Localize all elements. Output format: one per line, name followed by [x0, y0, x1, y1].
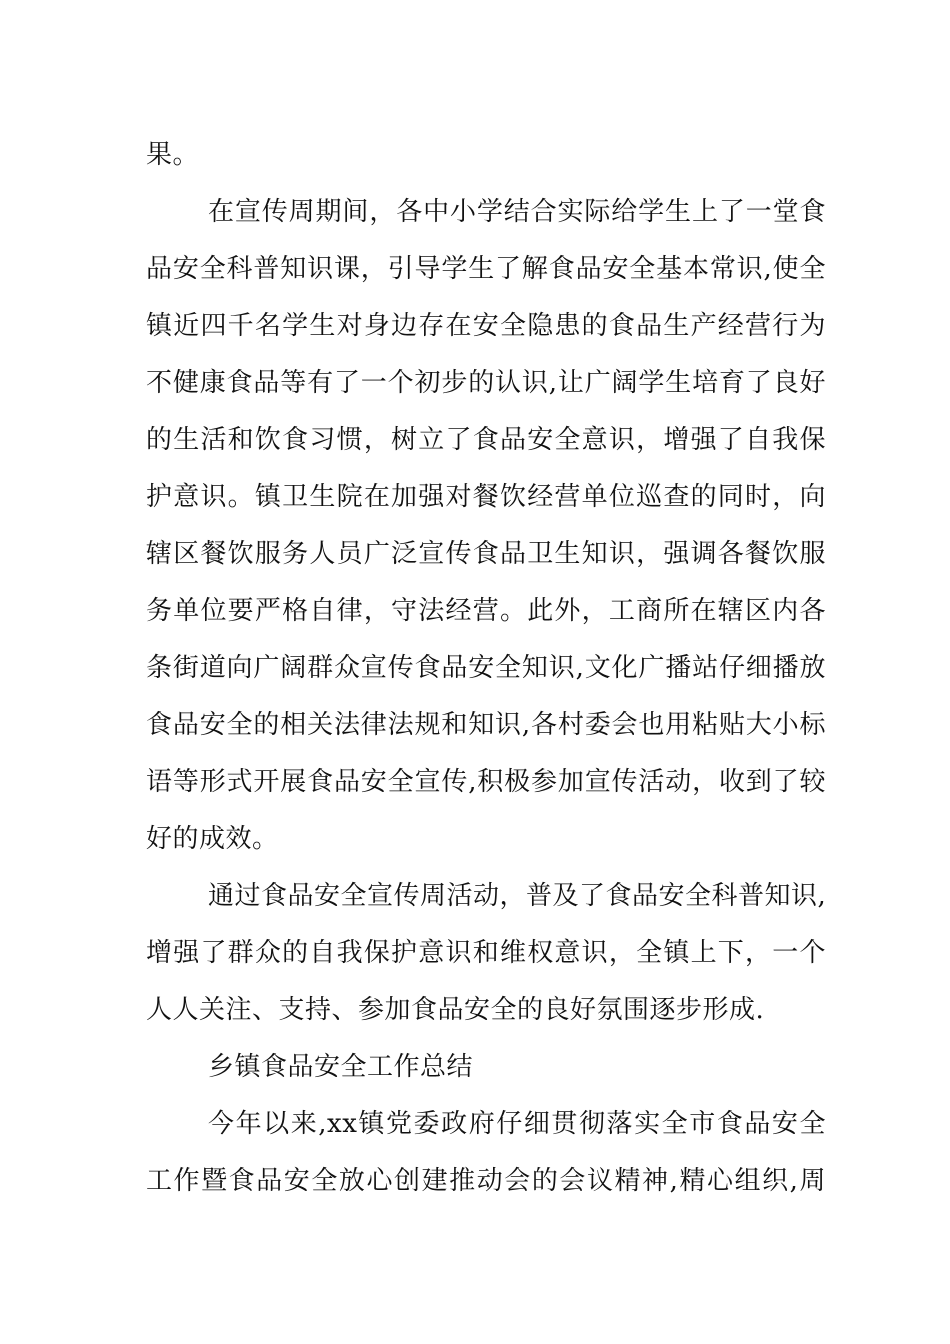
text-line: 务单位要严格自律，守法经营。此外，工商所在辖区内各 — [146, 596, 826, 626]
text-line: 工作暨食品安全放心创建推动会的会议精神,精心组织,周 — [146, 1166, 826, 1196]
text-line: 食品安全的相关法律法规和知识,各村委会也用粘贴大小标 — [146, 710, 826, 740]
text-line: 品安全科普知识课，引导学生了解食品安全基本常识,使全 — [146, 254, 826, 284]
text-line: 辖区餐饮服务人员广泛宣传食品卫生知识，强调各餐饮服 — [146, 539, 826, 569]
text-line: 语等形式开展食品安全宣传,积极参加宣传活动，收到了较 — [146, 767, 826, 797]
text-line: 不健康食品等有了一个初步的认识,让广阔学生培育了良好 — [146, 368, 826, 398]
text-line: 好的成效。 — [146, 824, 279, 854]
paragraph-first-line: 通过食品安全宣传周活动，普及了食品安全科普知识, — [208, 881, 827, 911]
paragraph-first-line: 今年以来,xx镇党委政府仔细贯彻落实全市食品安全 — [208, 1109, 826, 1139]
text-line: 的生活和饮食习惯，树立了食品安全意识，增强了自我保 — [146, 425, 826, 455]
paragraph-first-line: 在宣传周期间，各中小学结合实际给学生上了一堂食 — [208, 197, 826, 227]
text-line: 人人关注、支持、参加食品安全的良好氛围逐步形成. — [146, 995, 765, 1025]
text-line: 果。 — [146, 140, 200, 170]
text-line: 镇近四千名学生对身边存在安全隐患的食品生产经营行为 — [146, 311, 826, 341]
text-line: 条街道向广阔群众宣传食品安全知识,文化广播站仔细播放 — [146, 653, 826, 683]
section-heading: 乡镇食品安全工作总结 — [208, 1052, 474, 1082]
text-line: 增强了群众的自我保护意识和维权意识，全镇上下，一个 — [146, 938, 826, 968]
text-line: 护意识。镇卫生院在加强对餐饮经营单位巡查的同时，向 — [146, 482, 826, 512]
